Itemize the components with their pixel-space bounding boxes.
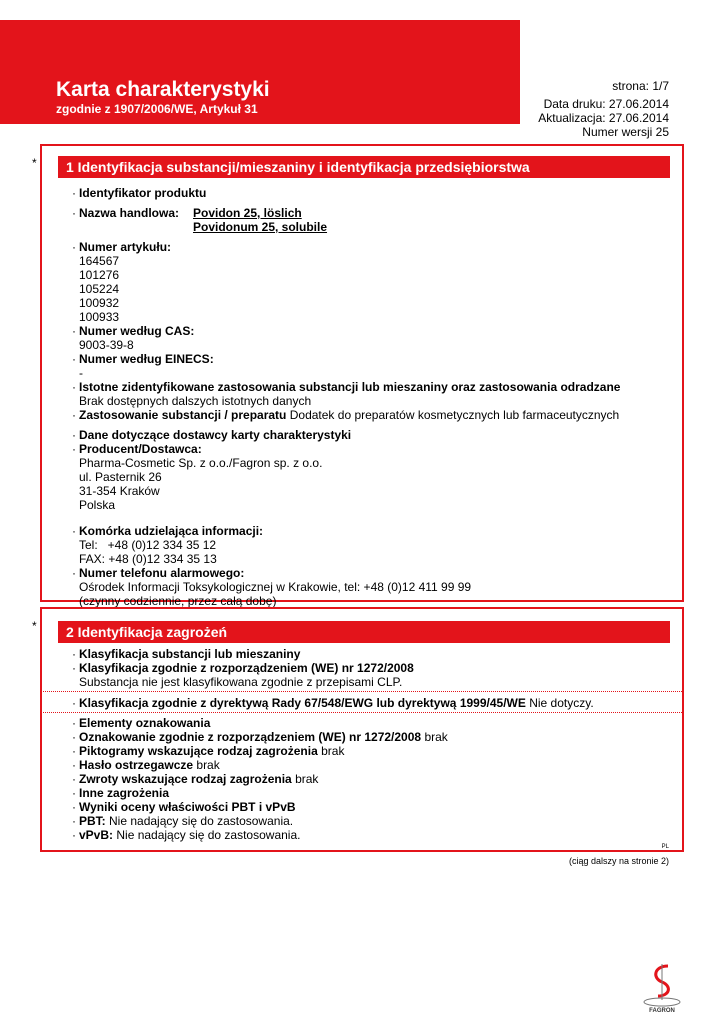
application-value: Dodatek do preparatów kosmetycznych lub farmaceutycznych bbox=[289, 408, 620, 422]
emergency-contact: Ośrodek Informacji Toksykologicznej w Krakowie, tel: +48 (0)12 411 99 99 bbox=[79, 580, 472, 594]
document-title: Karta charakterystyki bbox=[56, 78, 270, 101]
section-2-content-b: · Klasyfikacja zgodnie z dyrektywą Rady 67/548/EWG lub dyrektywą 1999/45/WE Nie dotyczy. bbox=[72, 696, 594, 710]
einecs-label: Numer według EINECS: bbox=[79, 352, 214, 366]
section-1-content: · Identyfikator produktu · Nazwa handlowa: Povidon 25, löslich Povidonum 25, solubile · Numer artykułu: 164567 101276 105224 100932 100933 · Numer według CAS: 9003-39-8 · Numer według EINECS: - · Istotne zidentyfikowane zastosowania substancji lub mieszaniny oraz zastosowania odradzane Brak dostępnych dalszych istotnych danych · Zastosowanie substancji / preparatu Dodatek do preparatów kosmetycznych lub farmaceutycznych · Dane dotyczące dostawcy karty charakterystyki · Producent/Dostawca: Pharma-Cosmetic Sp. z o.o./Fagron sp. z o.o. ul. Pasternik 26 31-354 Kraków Polska · Komórka udzielająca informacji: Tel: +48 (0)12 334 35 12 FAX: +48 (0)12 334 35 13 · Numer telefonu alarmowego: Ośrodek Informacji Toksykologicznej w Krakowie, tel: +48 (0)12 411 99 99 (czynny codziennie, przez całą dobę) bbox=[72, 186, 682, 608]
einecs-number: - bbox=[79, 366, 83, 380]
emergency-label: Numer telefonu alarmowego: bbox=[79, 566, 245, 580]
article-number: 101276 bbox=[79, 268, 120, 282]
print-date: Data druku: 27.06.2014 bbox=[543, 97, 669, 111]
section-2-heading: 2 Identyfikacja zagrożeń bbox=[58, 621, 670, 643]
product-identifier-label: Identyfikator produktu bbox=[79, 186, 207, 200]
hazard-statements-label: Zwroty wskazujące rodzaj zagrożenia bbox=[79, 772, 292, 786]
fax-number: FAX: +48 (0)12 334 35 13 bbox=[79, 552, 217, 566]
section-2-content-c: · Elementy oznakowania · Oznakowanie zgodnie z rozporządzeniem (WE) nr 1272/2008 brak · Piktogramy wskazujące rodzaj zagrożenia brak · Hasło ostrzegawcze brak · Zwroty wskazujące rodzaj zagrożenia brak · Inne zagrożenia · Wyniki oceny właściwości PBT i vPvB · PBT: Nie nadający się do zastosowania. · vPvB: Nie nadający się do zastosowania. bbox=[72, 716, 448, 842]
article-number: 100933 bbox=[79, 310, 120, 324]
producer-line: Polska bbox=[79, 498, 116, 512]
label-elements: Elementy oznakowania bbox=[79, 716, 211, 730]
clp-label: Klasyfikacja zgodnie z rozporządzeniem (WE) nr 1272/2008 bbox=[79, 661, 414, 675]
version-number: Numer wersji 25 bbox=[582, 125, 669, 139]
update-date: Aktualizacja: 27.06.2014 bbox=[538, 111, 669, 125]
pbt-results-label: Wyniki oceny właściwości PBT i vPvB bbox=[79, 800, 296, 814]
supplier-details-label: Dane dotyczące dostawcy karty charakterystyki bbox=[79, 428, 352, 442]
section-2-content-a: · Klasyfikacja substancji lub mieszaniny · Klasyfikacja zgodnie z rozporządzeniem (WE) nr 1272/2008 Substancja nie jest klasyfikowana zgodnie z przepisami CLP. bbox=[72, 647, 682, 689]
clp-value: Substancja nie jest klasyfikowana zgodnie z przepisami CLP. bbox=[79, 675, 403, 689]
directive-value: Nie dotyczy. bbox=[529, 696, 594, 710]
phone-number: Tel: +48 (0)12 334 35 12 bbox=[79, 538, 217, 552]
pbt-value: Nie nadający się do zastosowania. bbox=[109, 814, 294, 828]
hazard-statements-value: brak bbox=[295, 772, 319, 786]
emergency-hours: (czynny codziennie, przez całą dobę) bbox=[79, 594, 277, 608]
article-number-label: Numer artykułu: bbox=[79, 240, 172, 254]
svg-text:FAGRON: FAGRON bbox=[649, 1008, 675, 1014]
vpvb-label: vPvB: bbox=[79, 828, 114, 842]
article-number: 100932 bbox=[79, 296, 120, 310]
pbt-label: PBT: bbox=[79, 814, 106, 828]
revision-marker: * bbox=[32, 619, 37, 633]
producer-label: Producent/Dostawca: bbox=[79, 442, 202, 456]
info-contact-label: Komórka udzielająca informacji: bbox=[79, 524, 264, 538]
cas-label: Numer według CAS: bbox=[79, 324, 195, 338]
trade-name-2: Povidonum 25, solubile bbox=[193, 220, 328, 234]
continued-note: (ciąg dalszy na stronie 2) bbox=[568, 856, 669, 866]
article-number: 164567 bbox=[79, 254, 120, 268]
page-number: strona: 1/7 bbox=[612, 79, 669, 93]
trade-name-1: Povidon 25, löslich bbox=[193, 206, 302, 220]
trade-name-label: Nazwa handlowa: bbox=[79, 206, 180, 220]
vpvb-value: Nie nadający się do zastosowania. bbox=[116, 828, 301, 842]
pictograms-label: Piktogramy wskazujące rodzaj zagrożenia bbox=[79, 744, 318, 758]
dotted-divider bbox=[40, 712, 684, 713]
language-code: PL bbox=[661, 844, 669, 850]
section-1-heading: 1 Identyfikacja substancji/mieszaniny i identyfikacja przedsiębiorstwa bbox=[58, 156, 670, 178]
cas-number: 9003-39-8 bbox=[79, 338, 134, 352]
producer-line: Pharma-Cosmetic Sp. z o.o./Fagron sp. z o.o. bbox=[79, 456, 323, 470]
other-hazards-label: Inne zagrożenia bbox=[79, 786, 170, 800]
pictograms-value: brak bbox=[321, 744, 345, 758]
fagron-logo-icon bbox=[640, 962, 684, 1014]
producer-line: 31-354 Kraków bbox=[79, 484, 160, 498]
document-meta bbox=[538, 97, 669, 139]
dotted-divider bbox=[40, 691, 684, 692]
classification-label: Klasyfikacja substancji lub mieszaniny bbox=[79, 647, 301, 661]
marking-label: Oznakowanie zgodnie z rozporządzeniem (WE) nr 1272/2008 bbox=[79, 730, 422, 744]
directive-label: Klasyfikacja zgodnie z dyrektywą Rady 67/548/EWG lub dyrektywą 1999/45/WE bbox=[79, 696, 526, 710]
article-number: 105224 bbox=[79, 282, 120, 296]
application-label: Zastosowanie substancji / preparatu bbox=[79, 408, 287, 422]
producer-line: ul. Pasternik 26 bbox=[79, 470, 162, 484]
document-subtitle: zgodnie z 1907/2006/WE, Artykuł 31 bbox=[56, 102, 258, 116]
revision-marker: * bbox=[32, 156, 37, 170]
marking-value: brak bbox=[424, 730, 448, 744]
uses-label: Istotne zidentyfikowane zastosowania substancji lub mieszaniny oraz zastosowania odradzane bbox=[79, 380, 621, 394]
fagron-logo bbox=[640, 962, 684, 1014]
uses-value: Brak dostępnych dalszych istotnych danych bbox=[79, 394, 312, 408]
signal-word-value: brak bbox=[196, 758, 220, 772]
signal-word-label: Hasło ostrzegawcze bbox=[79, 758, 194, 772]
